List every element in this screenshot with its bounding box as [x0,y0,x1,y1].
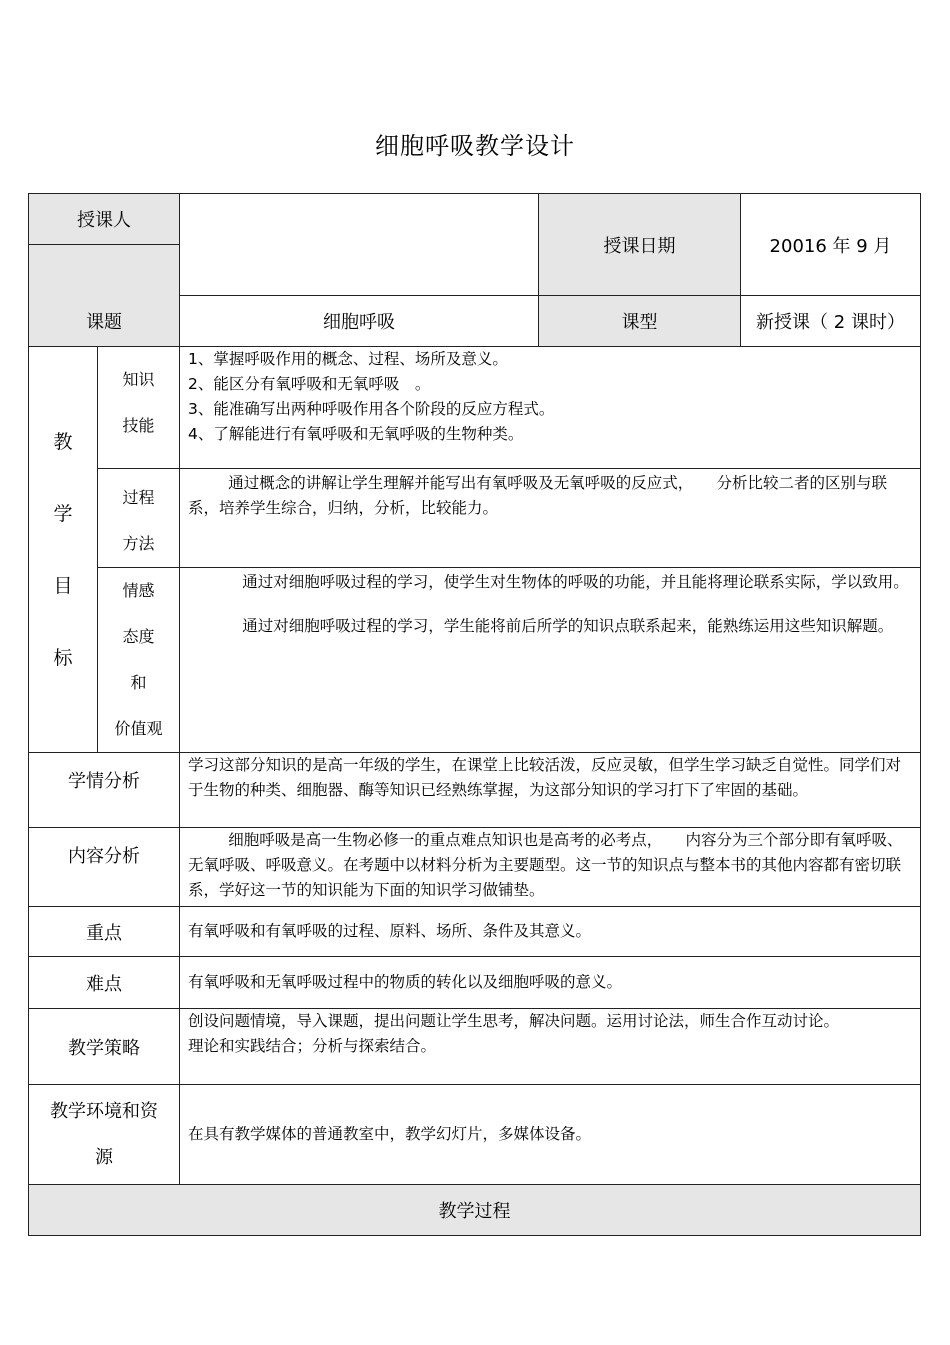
process-method-text: 通过概念的讲解让学生理解并能写出有氧呼吸及无氧呼吸的反应式， 分析比较二者的区别与联系，培养学生综合，归纳，分析，比较能力。 [188,474,888,517]
date-label: 授课日期 [539,194,741,296]
content-analysis-label: 内容分析 [29,828,180,907]
topic-label: 课题 [29,245,180,347]
strategy-text: 理论和实践结合；分析与探索结合。 [188,1037,437,1055]
goal-char: 标 [53,646,73,669]
goal-char: 学 [53,502,73,525]
strategy-content [180,1009,921,1085]
process-method-label [98,469,180,568]
environment-label [29,1085,180,1185]
label-line: 教学环境和资 [50,1100,158,1122]
difficulty-label: 难点 [29,957,180,1009]
goal-char: 目 [53,574,73,597]
teaching-goals-label [29,347,98,753]
environment-text: 在具有教学媒体的普通教室中，教学幻灯片，多媒体设备。 [180,1085,921,1185]
emotion-para: 通过对细胞呼吸过程的学习，学生能将前后所学的知识点联系起来，能熟练运用这些知识解题。 [242,617,894,635]
key-point-label: 重点 [29,907,180,957]
student-analysis-label: 学情分析 [29,753,180,828]
knowledge-item: 3、能准确写出两种呼吸作用各个阶段的反应方程式。 [188,400,555,418]
page-title: 细胞呼吸教学设计 [375,132,575,160]
teaching-process-header: 教学过程 [29,1185,921,1236]
label-line: 源 [95,1146,113,1168]
goal-char: 教 [53,430,73,453]
knowledge-skill-label [98,347,180,469]
label-line: 技能 [122,416,155,435]
strategy-text: 创设问题情境，导入课题，提出问题让学生思考，解决问题。运用讨论法，师生合作互动讨论。 [188,1012,840,1030]
knowledge-item: 1、掌握呼吸作用的概念、过程、场所及意义。 [188,350,508,368]
lesson-plan-table [28,193,921,1236]
type-label: 课型 [539,296,741,347]
knowledge-item: 2、能区分有氧呼吸和无氧呼吸 。 [188,375,431,393]
label-line: 态度 [122,627,155,646]
label-line: 知识 [122,370,155,389]
label-line: 方法 [122,534,155,553]
emotion-para: 通过对细胞呼吸过程的学习，使学生对生物体的呼吸的功能，并且能将理论联系实际，学以致用。 [242,573,909,591]
strategy-label: 教学策略 [29,1009,180,1085]
label-line: 和 [130,673,147,692]
difficulty-text: 有氧呼吸和无氧呼吸过程中的物质的转化以及细胞呼吸的意义。 [180,957,921,1009]
label-line: 过程 [122,488,155,507]
content-analysis-content [180,828,921,907]
emotion-values-content [180,568,921,753]
teacher-value [180,194,539,296]
label-line: 情感 [122,581,155,600]
process-method-content [180,469,921,568]
emotion-values-label [98,568,180,753]
content-analysis-text: 细胞呼吸是高一生物必修一的重点难点知识也是高考的必考点， 内容分为三个部分即有氧呼吸、无氧呼吸、呼吸意义。在考题中以材料分析为主要题型。这一节的知识点与整本书的其他内容都有密切联系，学好这一节的知识能为下面的知识学习做铺垫。 [188,831,903,899]
label-line: 价值观 [114,719,163,738]
key-point-text: 有氧呼吸和有氧呼吸的过程、原料、场所、条件及其意义。 [180,907,921,957]
student-analysis-text: 学习这部分知识的是高一年级的学生，在课堂上比较活泼，反应灵敏，但学生学习缺乏自觉性。同学们对于生物的种类、细胞器、酶等知识已经熟练掌握，为这部分知识的学习打下了牢固的基础。 [180,753,921,828]
teacher-label: 授课人 [29,194,180,245]
topic-value: 细胞呼吸 [180,296,539,347]
date-value: 20016 年 9 月 [741,194,921,296]
type-value: 新授课（ 2 课时） [741,296,921,347]
knowledge-item: 4、了解能进行有氧呼吸和无氧呼吸的生物种类。 [188,425,524,443]
knowledge-skill-content [180,347,921,469]
